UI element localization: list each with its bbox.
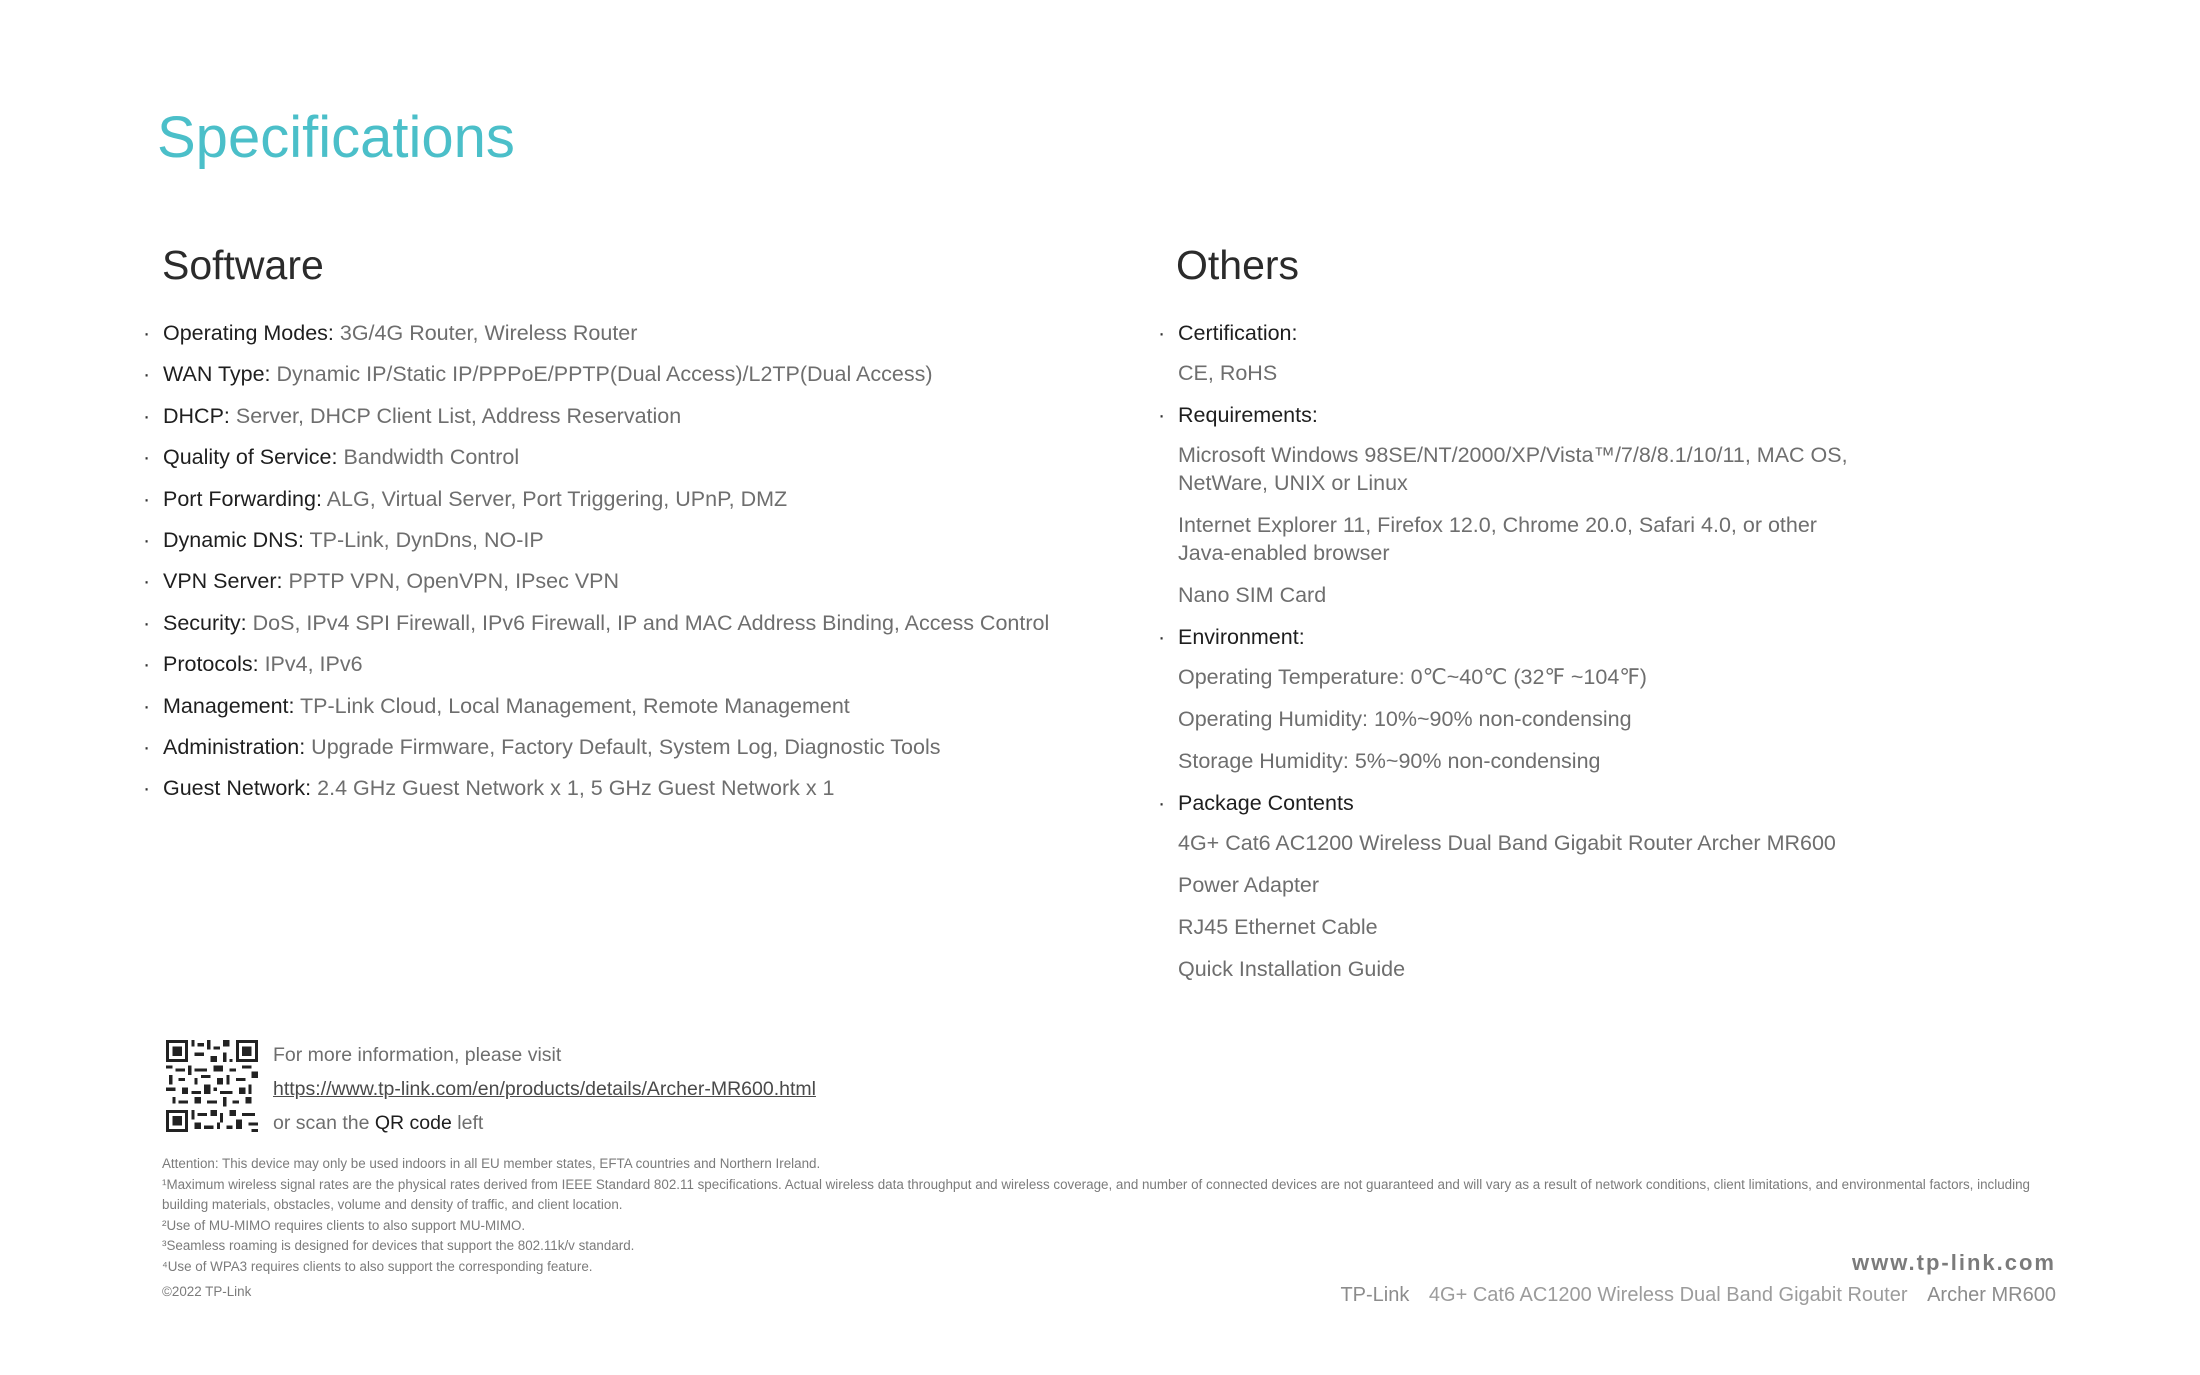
footnote: ¹Maximum wireless signal rates are the physical rates derived from IEEE Standard 802.11 specifications. Actual wireless data throughput and wireless coverage, and number of connected devices are not guaranteed and will vary as a result of network conditions, client limitations, and environmental factors, including building materials, obstacles, volume and density of traffic, and client location. xyxy=(162,1176,2030,1212)
page-title: Specifications xyxy=(157,105,515,170)
certification-label: · Certification: xyxy=(1158,321,1298,345)
footnote: ⁴Use of WPA3 requires clients to also support the corresponding feature. xyxy=(162,1258,593,1274)
spec-value: Internet Explorer 11, Firefox 12.0, Chrome 20.0, Safari 4.0, or other Java-enabled browser xyxy=(1178,513,1817,565)
spec-value: Operating Temperature: 0℃~40℃ (32℉ ~104℉) xyxy=(1178,665,1647,689)
spec-item: · Dynamic DNS: TP-Link, DynDns, NO-IP xyxy=(143,527,544,552)
environment-values xyxy=(1178,663,1898,775)
spec-value: Nano SIM Card xyxy=(1178,583,1327,607)
qr-code-icon[interactable] xyxy=(166,1040,258,1132)
spec-value: Storage Humidity: 5%~90% non-condensing xyxy=(1178,749,1601,773)
spec-item: · DHCP: Server, DHCP Client List, Address Reservation xyxy=(143,403,682,428)
spec-value: Microsoft Windows 98SE/NT/2000/XP/Vista™/7/8/8.1/10/11, MAC OS, NetWare, UNIX or Linux xyxy=(1178,443,1848,495)
footnote: ³Seamless roaming is designed for devices that support the 802.11k/v standard. xyxy=(162,1238,635,1253)
footnote: Attention: This device may only be used indoors in all EU member states, EFTA countries and Northern Ireland. xyxy=(162,1156,821,1171)
website[interactable]: www.tp-link.com xyxy=(1852,1250,2056,1275)
footer-product-line xyxy=(1340,1284,2056,1307)
software-heading: Software xyxy=(162,242,324,288)
spec-item: · Security: DoS, IPv4 SPI Firewall, IPv6 Firewall, IP and MAC Address Binding, Access Control xyxy=(143,610,1050,635)
spec-value: Power Adapter xyxy=(1178,873,1320,897)
footer-brand: TP-Link xyxy=(1340,1284,1410,1306)
package-values xyxy=(1178,829,1898,983)
spec-item: · Management: TP-Link Cloud, Local Management, Remote Management xyxy=(143,693,850,718)
environment-label: · Environment: xyxy=(1158,625,1305,649)
others-heading: Others xyxy=(1176,242,1300,288)
spec-item: · Port Forwarding: ALG, Virtual Server, Port Triggering, UPnP, DMZ xyxy=(143,486,788,511)
spec-item: · Administration: Upgrade Firmware, Factory Default, System Log, Diagnostic Tools xyxy=(143,734,941,759)
copyright: ©2022 TP-Link xyxy=(162,1284,252,1299)
software-spec-list xyxy=(143,319,1050,816)
qr-instruction: or scan the QR code left xyxy=(273,1112,484,1134)
requirements-values xyxy=(1178,441,1898,609)
footer-model: Archer MR600 xyxy=(1927,1284,2056,1306)
spec-value: CE, RoHS xyxy=(1178,361,1278,385)
footnotes xyxy=(162,1154,2062,1277)
footnote: ²Use of MU-MIMO requires clients to also support MU-MIMO. xyxy=(162,1217,526,1233)
info-text: For more information, please visit xyxy=(273,1044,562,1066)
spec-item: · WAN Type: Dynamic IP/Static IP/PPPoE/PPTP(Dual Access)/L2TP(Dual Access) xyxy=(143,362,933,387)
spec-value: Quick Installation Guide xyxy=(1178,957,1406,981)
footer-product: 4G+ Cat6 AC1200 Wireless Dual Band Gigabit Router xyxy=(1428,1284,1908,1306)
requirements-label: · Requirements: xyxy=(1158,403,1318,427)
spec-item: · VPN Server: PPTP VPN, OpenVPN, IPsec VPN xyxy=(143,569,620,594)
others-spec-list xyxy=(1158,319,1898,997)
spec-item: · Quality of Service: Bandwidth Control xyxy=(143,445,520,470)
product-link[interactable]: https://www.tp-link.com/en/products/details/Archer-MR600.html xyxy=(273,1078,816,1100)
spec-item: · Guest Network: 2.4 GHz Guest Network x 1, 5 GHz Guest Network x 1 xyxy=(143,776,835,801)
certification-values xyxy=(1178,359,1898,387)
spec-item: · Operating Modes: 3G/4G Router, Wireless Router xyxy=(143,321,638,345)
spec-item: · Protocols: IPv4, IPv6 xyxy=(143,652,363,677)
more-info xyxy=(273,1038,816,1140)
spec-value: 4G+ Cat6 AC1200 Wireless Dual Band Gigabit Router Archer MR600 xyxy=(1178,831,1836,855)
spec-value: Operating Humidity: 10%~90% non-condensing xyxy=(1178,707,1632,731)
spec-value: RJ45 Ethernet Cable xyxy=(1178,915,1378,939)
package-label: · Package Contents xyxy=(1158,791,1354,815)
